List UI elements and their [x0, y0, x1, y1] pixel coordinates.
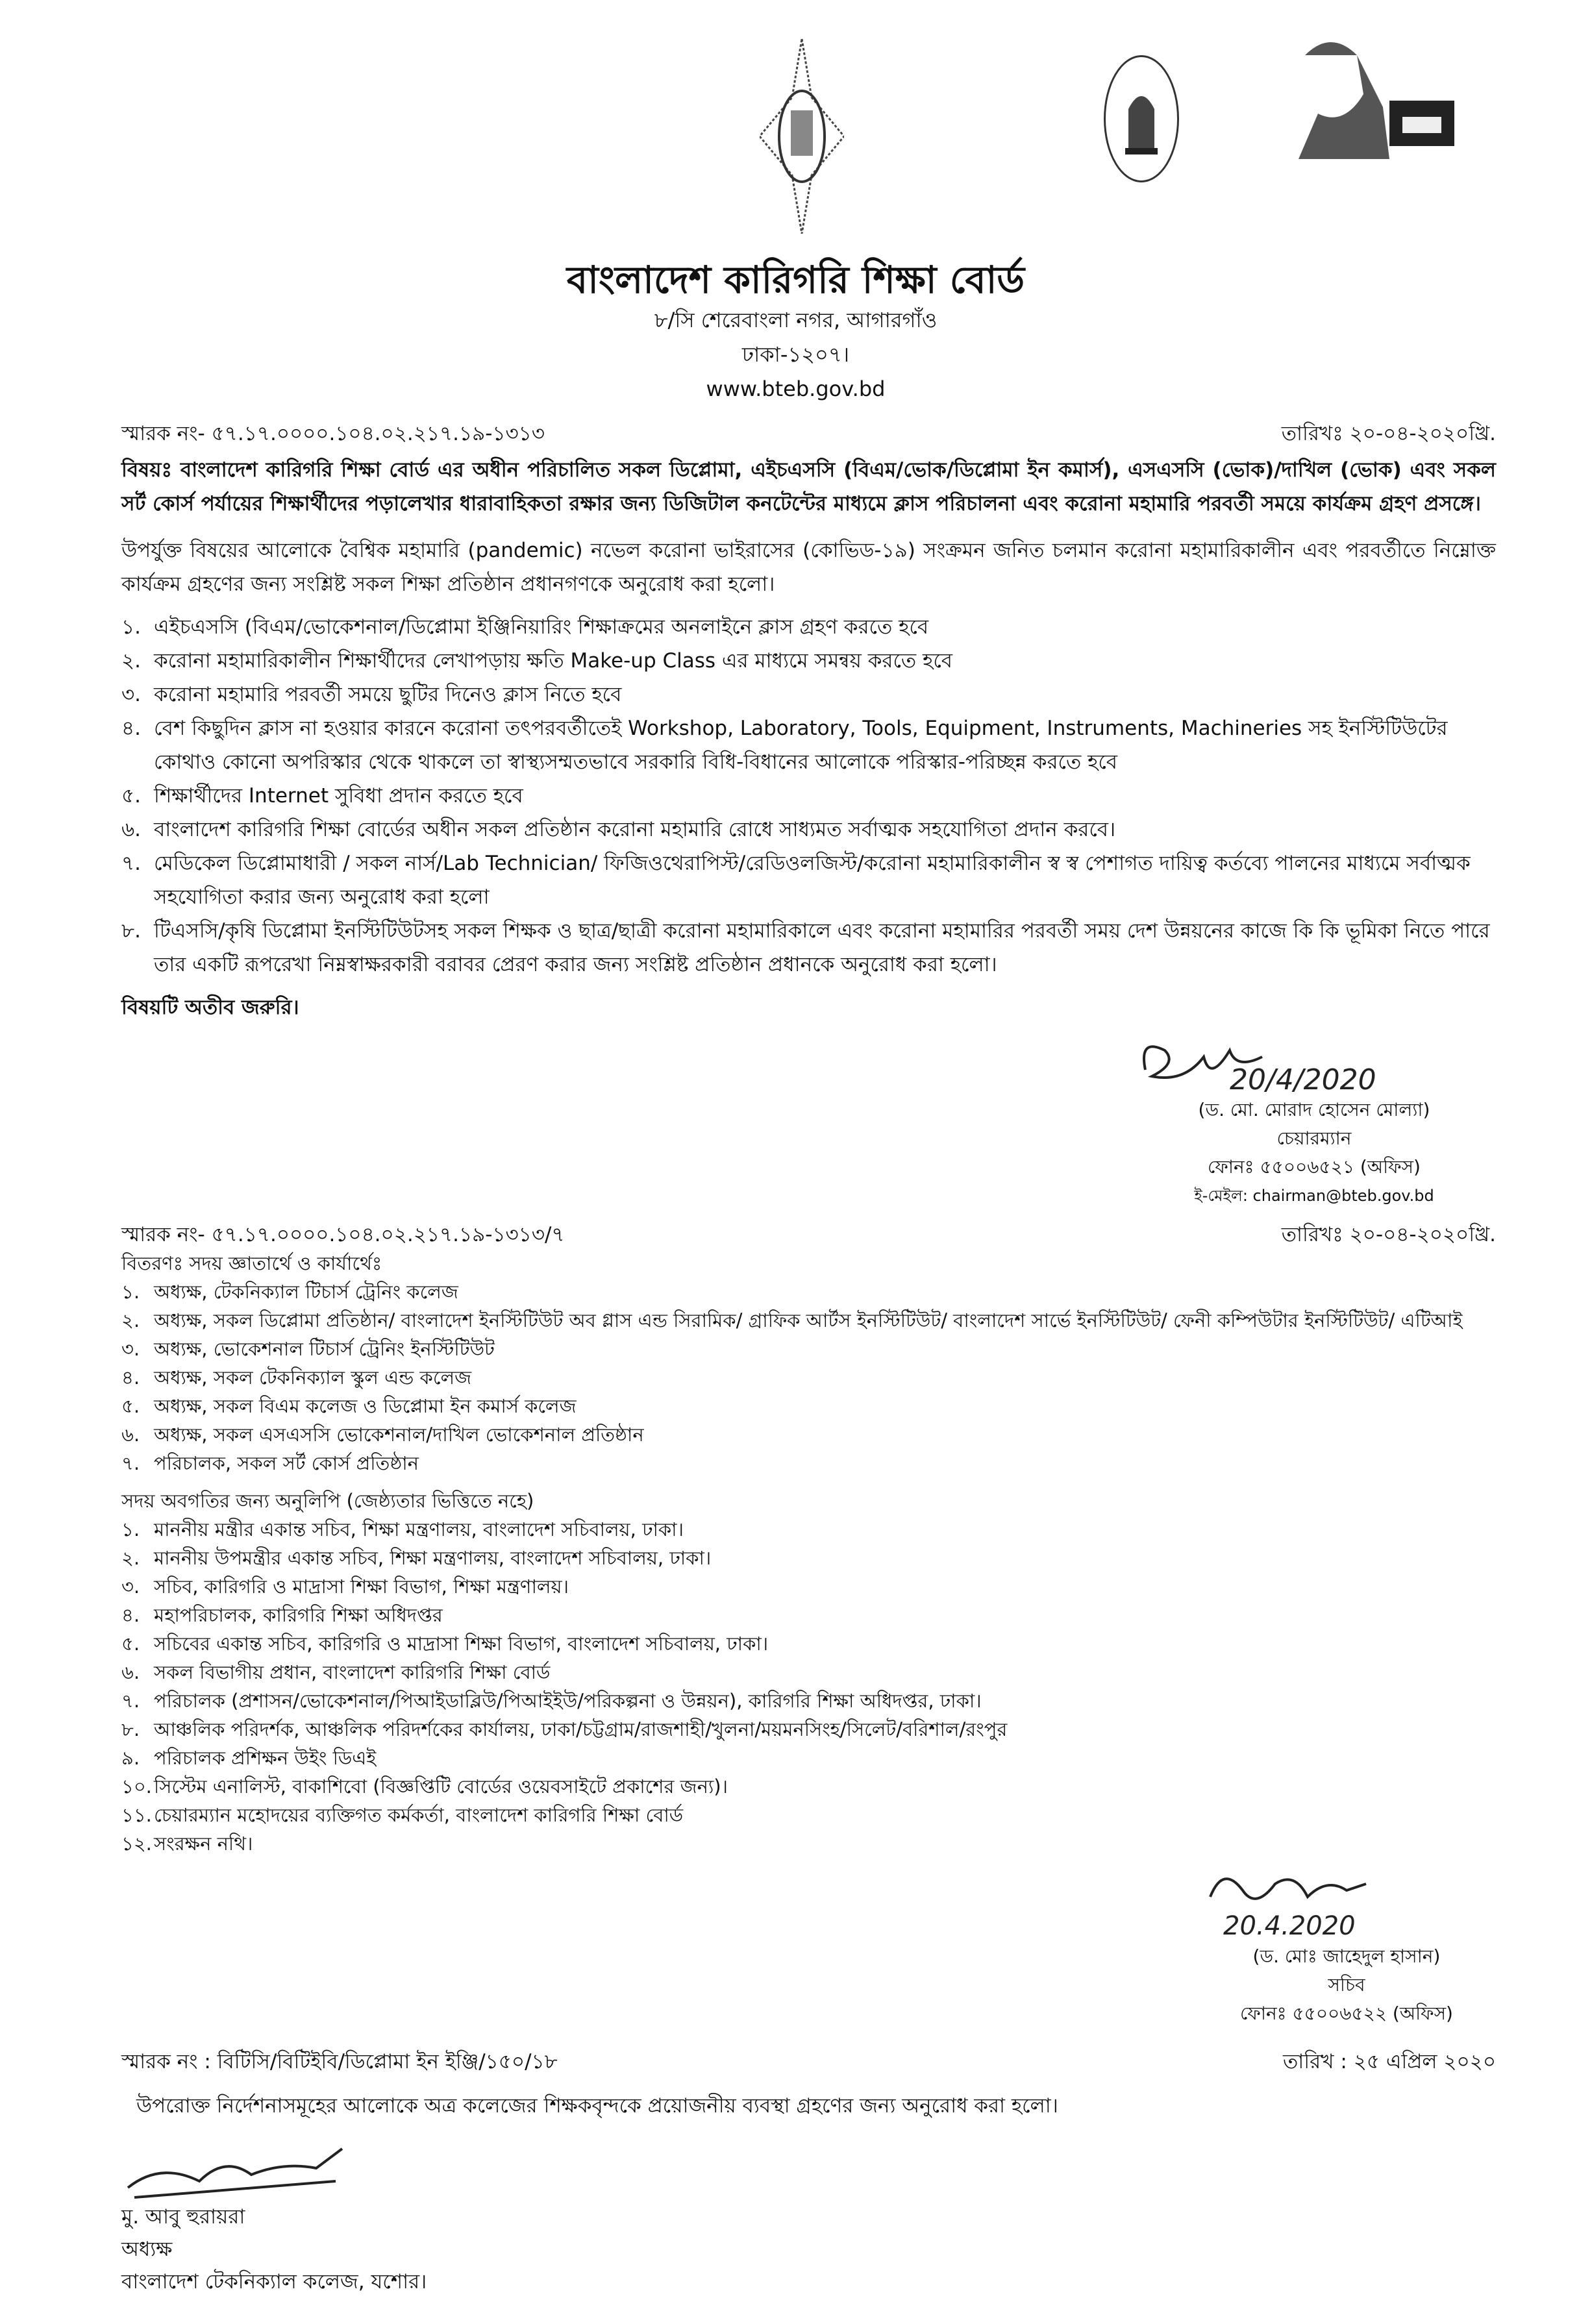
memo-date: তারিখ : ২৫ এপ্রিল ২০২০ — [1283, 2050, 1496, 2073]
item-number: ৪. — [121, 717, 141, 740]
item-text: অধ্যক্ষ, টেকনিক্যাল টিচার্স ট্রেনিং কলেজ — [154, 1281, 458, 1303]
directive-item — [121, 678, 1496, 711]
item-number: ৭. — [121, 852, 142, 875]
directive-item — [121, 847, 1496, 914]
item-number: ২. — [121, 649, 142, 673]
item-text: অধ্যক্ষ, সকল ডিপ্লোমা প্রতিষ্ঠান/ বাংলাদেশ ইনস্টিটিউট অব গ্লাস এন্ড সিরামিক/ গ্রাফিক আর্টস ইনস্টিটিউট/ বাংলাদেশ সার্ভে ইনস্টিটিউট/ ফেনী কম্পিউটার ইনস্টিটিউট/ এটিআই — [154, 1309, 1463, 1331]
memo-1 — [121, 419, 1496, 448]
distribution-item — [121, 1392, 1496, 1420]
copy-item — [121, 1829, 1496, 1858]
item-number: ৩. — [121, 683, 142, 706]
item-number: ৭. — [121, 1690, 140, 1712]
item-text: পরিচালক প্রশিক্ষন উইং ডিএই — [154, 1747, 377, 1769]
item-number: ৫. — [121, 784, 141, 808]
signer-institution: বাংলাদেশ টেকনিক্যাল কলেজ, যশোর। — [121, 2270, 427, 2293]
item-number: ৪. — [121, 1604, 140, 1626]
item-number: ৭. — [121, 1452, 140, 1474]
item-number: ১. — [121, 1281, 140, 1303]
memo-number: স্মারক নং- ৫৭.১৭.০০০০.১০৪.০২.২১৭.১৯-১৩১৩ — [121, 422, 545, 445]
svg-text:20.4.2020: 20.4.2020 — [1223, 1911, 1356, 1941]
svg-text:20/4/2020: 20/4/2020 — [1230, 1063, 1376, 1096]
signer-name: (ড. মোঃ জাহেদুল হাসান) — [1252, 1946, 1441, 1967]
item-number: ২. — [121, 1547, 140, 1569]
item-number: ৫. — [121, 1633, 140, 1655]
item-number: ১০. — [121, 1775, 152, 1798]
distribution-item — [121, 1420, 1496, 1449]
item-number: ৬. — [121, 1424, 140, 1446]
chairman-signature — [1132, 1024, 1444, 1096]
memo-number: স্মারক নং- ৫৭.১৭.০০০০.১০৪.০২.২১৭.১৯-১৩১৩/৭ — [121, 1223, 565, 1246]
item-text: অধ্যক্ষ, সকল বিএম কলেজ ও ডিপ্লোমা ইন কমার্স কলেজ — [154, 1395, 577, 1417]
intro-paragraph: উপর্যুক্ত বিষয়ের আলোকে বৈশ্বিক মহামারি (pandemic) নভেল করোনা ভাইরাসের (কোভিড-১৯) সংক্রমন জনিত চলমান করোনা মহামারিকালীন এবং পরবর্তীতে নিম্নোক্ত কার্যক্রম গ্রহণের জন্য সংশ্লিষ্ট সকল শিক্ষা প্রতিষ্ঠান প্রধানগণকে অনুরোধ করা হলো। — [121, 539, 1496, 596]
copy-item — [121, 1687, 1496, 1715]
item-number: ৬. — [121, 818, 142, 841]
item-number: ১. — [121, 615, 141, 639]
signer-3-block — [121, 2201, 1496, 2298]
directive-item — [121, 610, 1496, 644]
item-number: ৮. — [121, 1718, 140, 1740]
principal-signature — [121, 2136, 368, 2201]
item-number: ৫. — [121, 1395, 140, 1417]
distribution-list — [121, 1249, 1496, 1477]
item-text: অধ্যক্ষ, ভোকেশনাল টিচার্স ট্রেনিং ইনস্টিটিউট — [154, 1338, 495, 1360]
directive-item — [121, 711, 1496, 779]
item-number: ৪. — [121, 1366, 140, 1389]
item-text: শিক্ষার্থীদের Internet সুবিধা প্রদান করতে হবে — [154, 784, 523, 808]
item-text: পরিচালক, সকল সর্ট কোর্স প্রতিষ্ঠান — [154, 1452, 419, 1474]
item-text: মাননীয় উপমন্ত্রীর একান্ত সচিব, শিক্ষা মন্ত্রণালয়, বাংলাদেশ সচিবালয়, ঢাকা। — [154, 1547, 712, 1569]
distribution-item — [121, 1449, 1496, 1477]
directives-list — [121, 610, 1496, 982]
website: www.bteb.gov.bd — [706, 377, 886, 401]
copy-item — [121, 1801, 1496, 1829]
secretary-signature — [1197, 1858, 1470, 1942]
item-text: মেডিকেল ডিপ্লোমাধারী / সকল নার্স/Lab Technician/ ফিজিওথেরাপিস্ট/রেডিওলজিস্ট/করোনা মহামারিকালীন স্ব স্ব পেশাগত দায়িত্ব কর্তব্যে পালনের মাধ্যমে সর্বাত্মক সহযোগিতা করার জন্য অনুরোধ করা হলো — [154, 852, 1471, 909]
item-number: ৮. — [121, 919, 141, 943]
copy-item — [121, 1715, 1496, 1744]
signer-phone: ফোনঃ ৫৫০০৬৫২২ (অফিস) — [1240, 2003, 1453, 2024]
item-text: বাংলাদেশ কারিগরি শিক্ষা বোর্ডের অধীন সকল প্রতিষ্ঠান করোনা মহামারি রোধে সাধ্যমত সর্বাত্মক সহযোগিতা প্রদান করবে। — [154, 818, 1116, 841]
college-note: উপরোক্ত নির্দেশনাসমূহের আলোকে অত্র কলেজের শিক্ষকবৃন্দকে প্রয়োজনীয় ব্যবস্থা গ্রহণের জন্য অনুরোধ করা হলো। — [136, 2094, 1058, 2118]
item-number: ৩. — [121, 1576, 140, 1598]
item-number: ৩. — [121, 1338, 140, 1360]
item-text: করোনা মহামারিকালীন শিক্ষার্থীদের লেখাপড়ায় ক্ষতি Make-up Class এর মাধ্যমে সমন্বয় করতে হবে — [154, 649, 953, 673]
subject: বিষয়ঃ বাংলাদেশ কারিগরি শিক্ষা বোর্ড এর অধীন পরিচালিত সকল ডিপ্লোমা, এইচএসসি (বিএম/ভোক/ডিপ্লোমা ইন কমার্স), এসএসসি (ভোক)/দাখিল (ভোক) এবং সকল সর্ট কোর্স পর্যায়ের শিক্ষার্থীদের পড়ালেখার ধারাবাহিকতা রক্ষার জন্য ডিজিটাল কনটেন্টের মাধ্যমে ক্লাস পরিচালনা এবং করোনা মহামারি পরবর্তী সময়ে কার্যক্রম গ্রহণ প্রসঙ্গে। — [121, 458, 1496, 515]
distribution-item — [121, 1278, 1496, 1306]
item-text: টিএসসি/কৃষি ডিপ্লোমা ইনস্টিটিউটসহ সকল শিক্ষক ও ছাত্র/ছাত্রী করোনা মহামারিকালে এবং করোনা মহামারির পরবর্তী সময় দেশ উন্নয়নের কাজে কি কি ভূমিকা নিতে পারে তার একটি রূপরেখা নিম্নস্বাক্ষরকারী বরাবর প্রেরণ করার জন্য সংশ্লিষ্ট প্রতিষ্ঠান প্রধানকে অনুরোধ করা হলো। — [154, 919, 1490, 976]
memo-number: স্মারক নং : বিটিসি/বিটিইবি/ডিপ্লোমা ইন ইঞ্জি/১৫০/১৮ — [121, 2050, 558, 2073]
item-number: ৬. — [121, 1661, 140, 1683]
copy-item — [121, 1544, 1496, 1572]
copy-item — [121, 1772, 1496, 1801]
signer-2-block — [1197, 1942, 1496, 2028]
item-text: সংরক্ষন নথি। — [154, 1833, 253, 1855]
org-name: বাংলাদেশ কারিগরি শিক্ষা বোর্ড — [566, 258, 1025, 302]
item-text: বেশ কিছুদিন ক্লাস না হওয়ার কারনে করোনা তৎপরবর্তীতেই Workshop, Laboratory, Tools, Equipment, Instruments, Machineries সহ ইনস্টিটিউটের কোথাও কোনো অপরিস্কার থেকে থাকলে তা স্বাস্থ্যসম্মতভাবে সরকারি বিধি-বিধানের আলোকে পরিস্কার-পরিচ্ছন্ন করতে হবে — [154, 717, 1448, 774]
item-text: এইচএসসি (বিএম/ভোকেশনাল/ডিপ্লোমা ইঞ্জিনিয়ারিং শিক্ষাক্রমের অনলাইনে ক্লাস গ্রহণ করতে হবে — [154, 615, 929, 639]
memo-date: তারিখঃ ২০-০৪-২০২০খ্রি. — [1281, 1223, 1496, 1246]
directive-item — [121, 779, 1496, 813]
item-text: আঞ্চলিক পরিদর্শক, আঞ্চলিক পরিদর্শকের কার্যালয়, ঢাকা/চট্টগ্রাম/রাজশাহী/খুলনা/ময়মনসিংহ/সিলেট/বরিশাল/রংপুর — [154, 1718, 1008, 1740]
item-text: সকল বিভাগীয় প্রধান, বাংলাদেশ কারিগরি শিক্ষা বোর্ড — [154, 1661, 551, 1683]
copies-heading: সদয় অবগতির জন্য অনুলিপি (জেষ্ঠ্যতার ভিত্তিতে নহে) — [121, 1490, 534, 1512]
item-text: চেয়ারম্যান মহোদয়ের ব্যক্তিগত কর্মকর্তা, বাংলাদেশ কারিগরি শিক্ষা বোর্ড — [154, 1804, 684, 1826]
signer-name: (ড. মো. মোরাদ হোসেন মোল্যা) — [1198, 1099, 1430, 1120]
signer-1-block — [1132, 1096, 1496, 1210]
copy-item — [121, 1601, 1496, 1629]
copy-item — [121, 1658, 1496, 1687]
item-text: অধ্যক্ষ, সকল এসএসসি ভোকেশনাল/দাখিল ভোকেশনাল প্রতিষ্ঠান — [154, 1424, 644, 1446]
item-text: মাননীয় মন্ত্রীর একান্ত সচিব, শিক্ষা মন্ত্রণালয়, বাংলাদেশ সচিবালয়, ঢাকা। — [154, 1518, 684, 1540]
copies-list — [121, 1487, 1496, 1858]
distribution-item — [121, 1335, 1496, 1363]
item-text: অধ্যক্ষ, সকল টেকনিক্যাল স্কুল এন্ড কলেজ — [154, 1366, 472, 1389]
item-text: করোনা মহামারি পরবর্তী সময়ে ছুটির দিনেও ক্লাস নিতে হবে — [154, 683, 622, 706]
item-text: সিস্টেম এনালিস্ট, বাকাশিবো (বিজ্ঞপ্তিটি বোর্ডের ওয়েবসাইটে প্রকাশের জন্য)। — [154, 1775, 728, 1798]
memo-2 — [121, 1220, 1496, 1249]
copy-item — [121, 1629, 1496, 1658]
item-text: মহাপরিচালক, কারিগরি শিক্ষা অধিদপ্তর — [154, 1604, 443, 1626]
item-text: সচিব, কারিগরি ও মাদ্রাসা শিক্ষা বিভাগ, শিক্ষা মন্ত্রণালয়। — [154, 1576, 569, 1598]
signer-phone: ফোনঃ ৫৫০০৬৫২১ (অফিস) — [1208, 1156, 1421, 1178]
item-number: ৯. — [121, 1747, 140, 1769]
directive-item — [121, 644, 1496, 678]
item-text: সচিবের একান্ত সচিব, কারিগরি ও মাদ্রাসা শিক্ষা বিভাগ, বাংলাদেশ সচিবালয়, ঢাকা। — [154, 1633, 769, 1655]
signer-email: ই-মেইল: chairman@bteb.gov.bd — [1194, 1187, 1434, 1205]
distribution-item — [121, 1306, 1496, 1335]
item-number: ২. — [121, 1309, 140, 1331]
address-line-2: ঢাকা-১২০৭। — [741, 342, 850, 367]
signer-title: সচিব — [1328, 1974, 1365, 1996]
memo-3 — [121, 2047, 1496, 2076]
distribution-item — [121, 1363, 1496, 1392]
item-number: ১. — [121, 1518, 140, 1540]
signer-title: অধ্যক্ষ — [121, 2238, 173, 2261]
copy-item — [121, 1744, 1496, 1772]
address-line-1: ৮/সি শেরেবাংলা নগর, আগারগাঁও — [654, 308, 938, 332]
signer-1-area — [1132, 1024, 1496, 1210]
memo-date: তারিখঃ ২০-০৪-২০২০খ্রি. — [1281, 422, 1496, 445]
directive-item — [121, 914, 1496, 982]
signer-name: মু. আবু হুরায়রা — [121, 2205, 245, 2229]
item-text: পরিচালক (প্রশাসন/ভোকেশনাল/পিআইডাব্লিউ/পিআইইউ/পরিকল্পনা ও উন্নয়ন), কারিগরি শিক্ষা অধিদপ্তর, ঢাকা। — [154, 1690, 982, 1712]
copy-item — [121, 1515, 1496, 1544]
item-number: ১১. — [121, 1804, 152, 1826]
signer-title: চেয়ারম্যান — [1276, 1128, 1352, 1149]
urgent-note: বিষয়টি অতীব জরুরি। — [121, 996, 299, 1019]
distribution-heading: বিতরণঃ সদয় জ্ঞাতার্থে ও কার্যার্থেঃ — [121, 1252, 382, 1274]
directive-item — [121, 813, 1496, 847]
signer-2-area — [1197, 1858, 1496, 2028]
item-number: ১২. — [121, 1833, 152, 1855]
copy-item — [121, 1572, 1496, 1601]
